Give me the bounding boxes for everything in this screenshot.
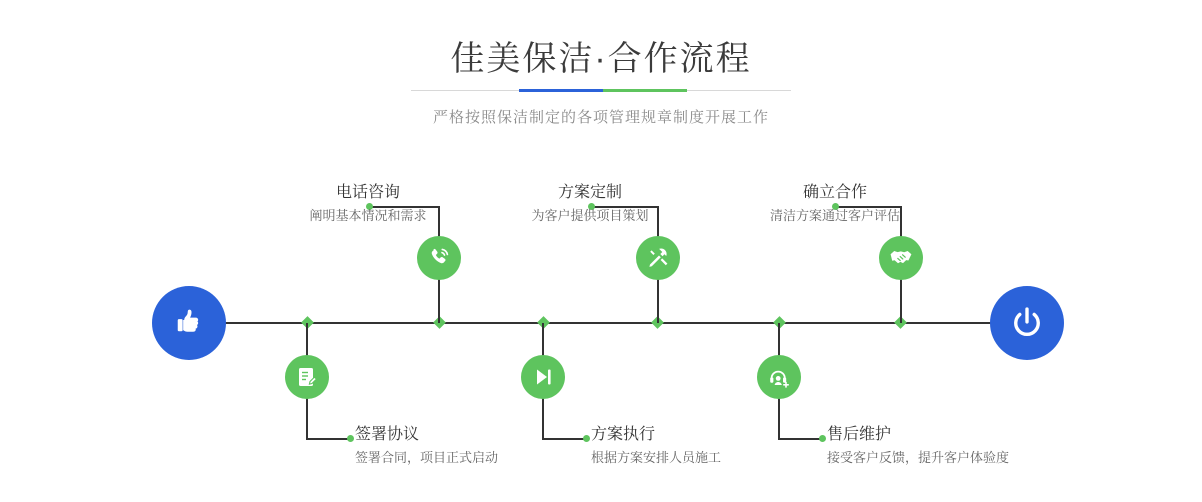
node-icon-establish-cooperation[interactable] [879, 236, 923, 280]
node-label-after-sales [827, 424, 1009, 468]
node-desc: 清洁方案通过客户评估 [769, 208, 900, 223]
node-title: 签署协议 [355, 426, 420, 443]
node-title: 售后维护 [827, 426, 892, 443]
thumbs-up-icon [172, 306, 206, 340]
node-icon-phone-consult[interactable] [417, 236, 461, 280]
rule-segment-green [603, 89, 687, 92]
title-rule [411, 88, 791, 94]
connector-line [542, 438, 586, 440]
node-desc: 接受客户反馈，提升客户体验度 [827, 450, 1010, 465]
timeline-start-node[interactable] [152, 286, 226, 360]
page-subtitle: 严格按照保洁制定的各项管理规章制度开展工作 [432, 109, 769, 126]
node-desc: 根据方案安排人员施工 [591, 450, 722, 465]
process-timeline [0, 160, 1202, 502]
node-icon-plan-custom[interactable] [636, 236, 680, 280]
connector-dot [347, 435, 354, 442]
node-title: 确立合作 [802, 184, 867, 201]
node-label-sign-agreement [355, 424, 498, 468]
node-label-establish-cooperation [700, 182, 970, 226]
node-icon-after-sales[interactable] [757, 355, 801, 399]
power-icon [1009, 305, 1045, 341]
rule-segment-blue [519, 89, 603, 92]
node-icon-sign-agreement[interactable] [285, 355, 329, 399]
node-title: 方案执行 [591, 426, 656, 443]
node-title: 电话咨询 [335, 184, 400, 201]
node-desc: 阐明基本情况和需求 [309, 208, 427, 223]
headset-add-icon [767, 365, 791, 389]
connector-dot [819, 435, 826, 442]
node-icon-plan-execute[interactable] [521, 355, 565, 399]
node-title: 方案定制 [557, 184, 622, 201]
phone-ring-icon [427, 246, 451, 270]
node-label-plan-execute [591, 424, 721, 468]
page-header [0, 0, 1202, 127]
node-desc: 签署合同，项目正式启动 [355, 450, 499, 465]
tools-icon [646, 246, 670, 270]
node-desc: 为客户提供项目策划 [531, 208, 649, 223]
connector-line [778, 438, 822, 440]
timeline-end-node[interactable] [990, 286, 1064, 360]
document-edit-icon [295, 365, 319, 389]
handshake-icon [888, 245, 914, 271]
connector-line [306, 438, 350, 440]
connector-dot [583, 435, 590, 442]
page-title: 佳美保洁·合作流程 [450, 40, 752, 78]
node-label-plan-custom [455, 182, 725, 226]
play-next-icon [531, 365, 555, 389]
